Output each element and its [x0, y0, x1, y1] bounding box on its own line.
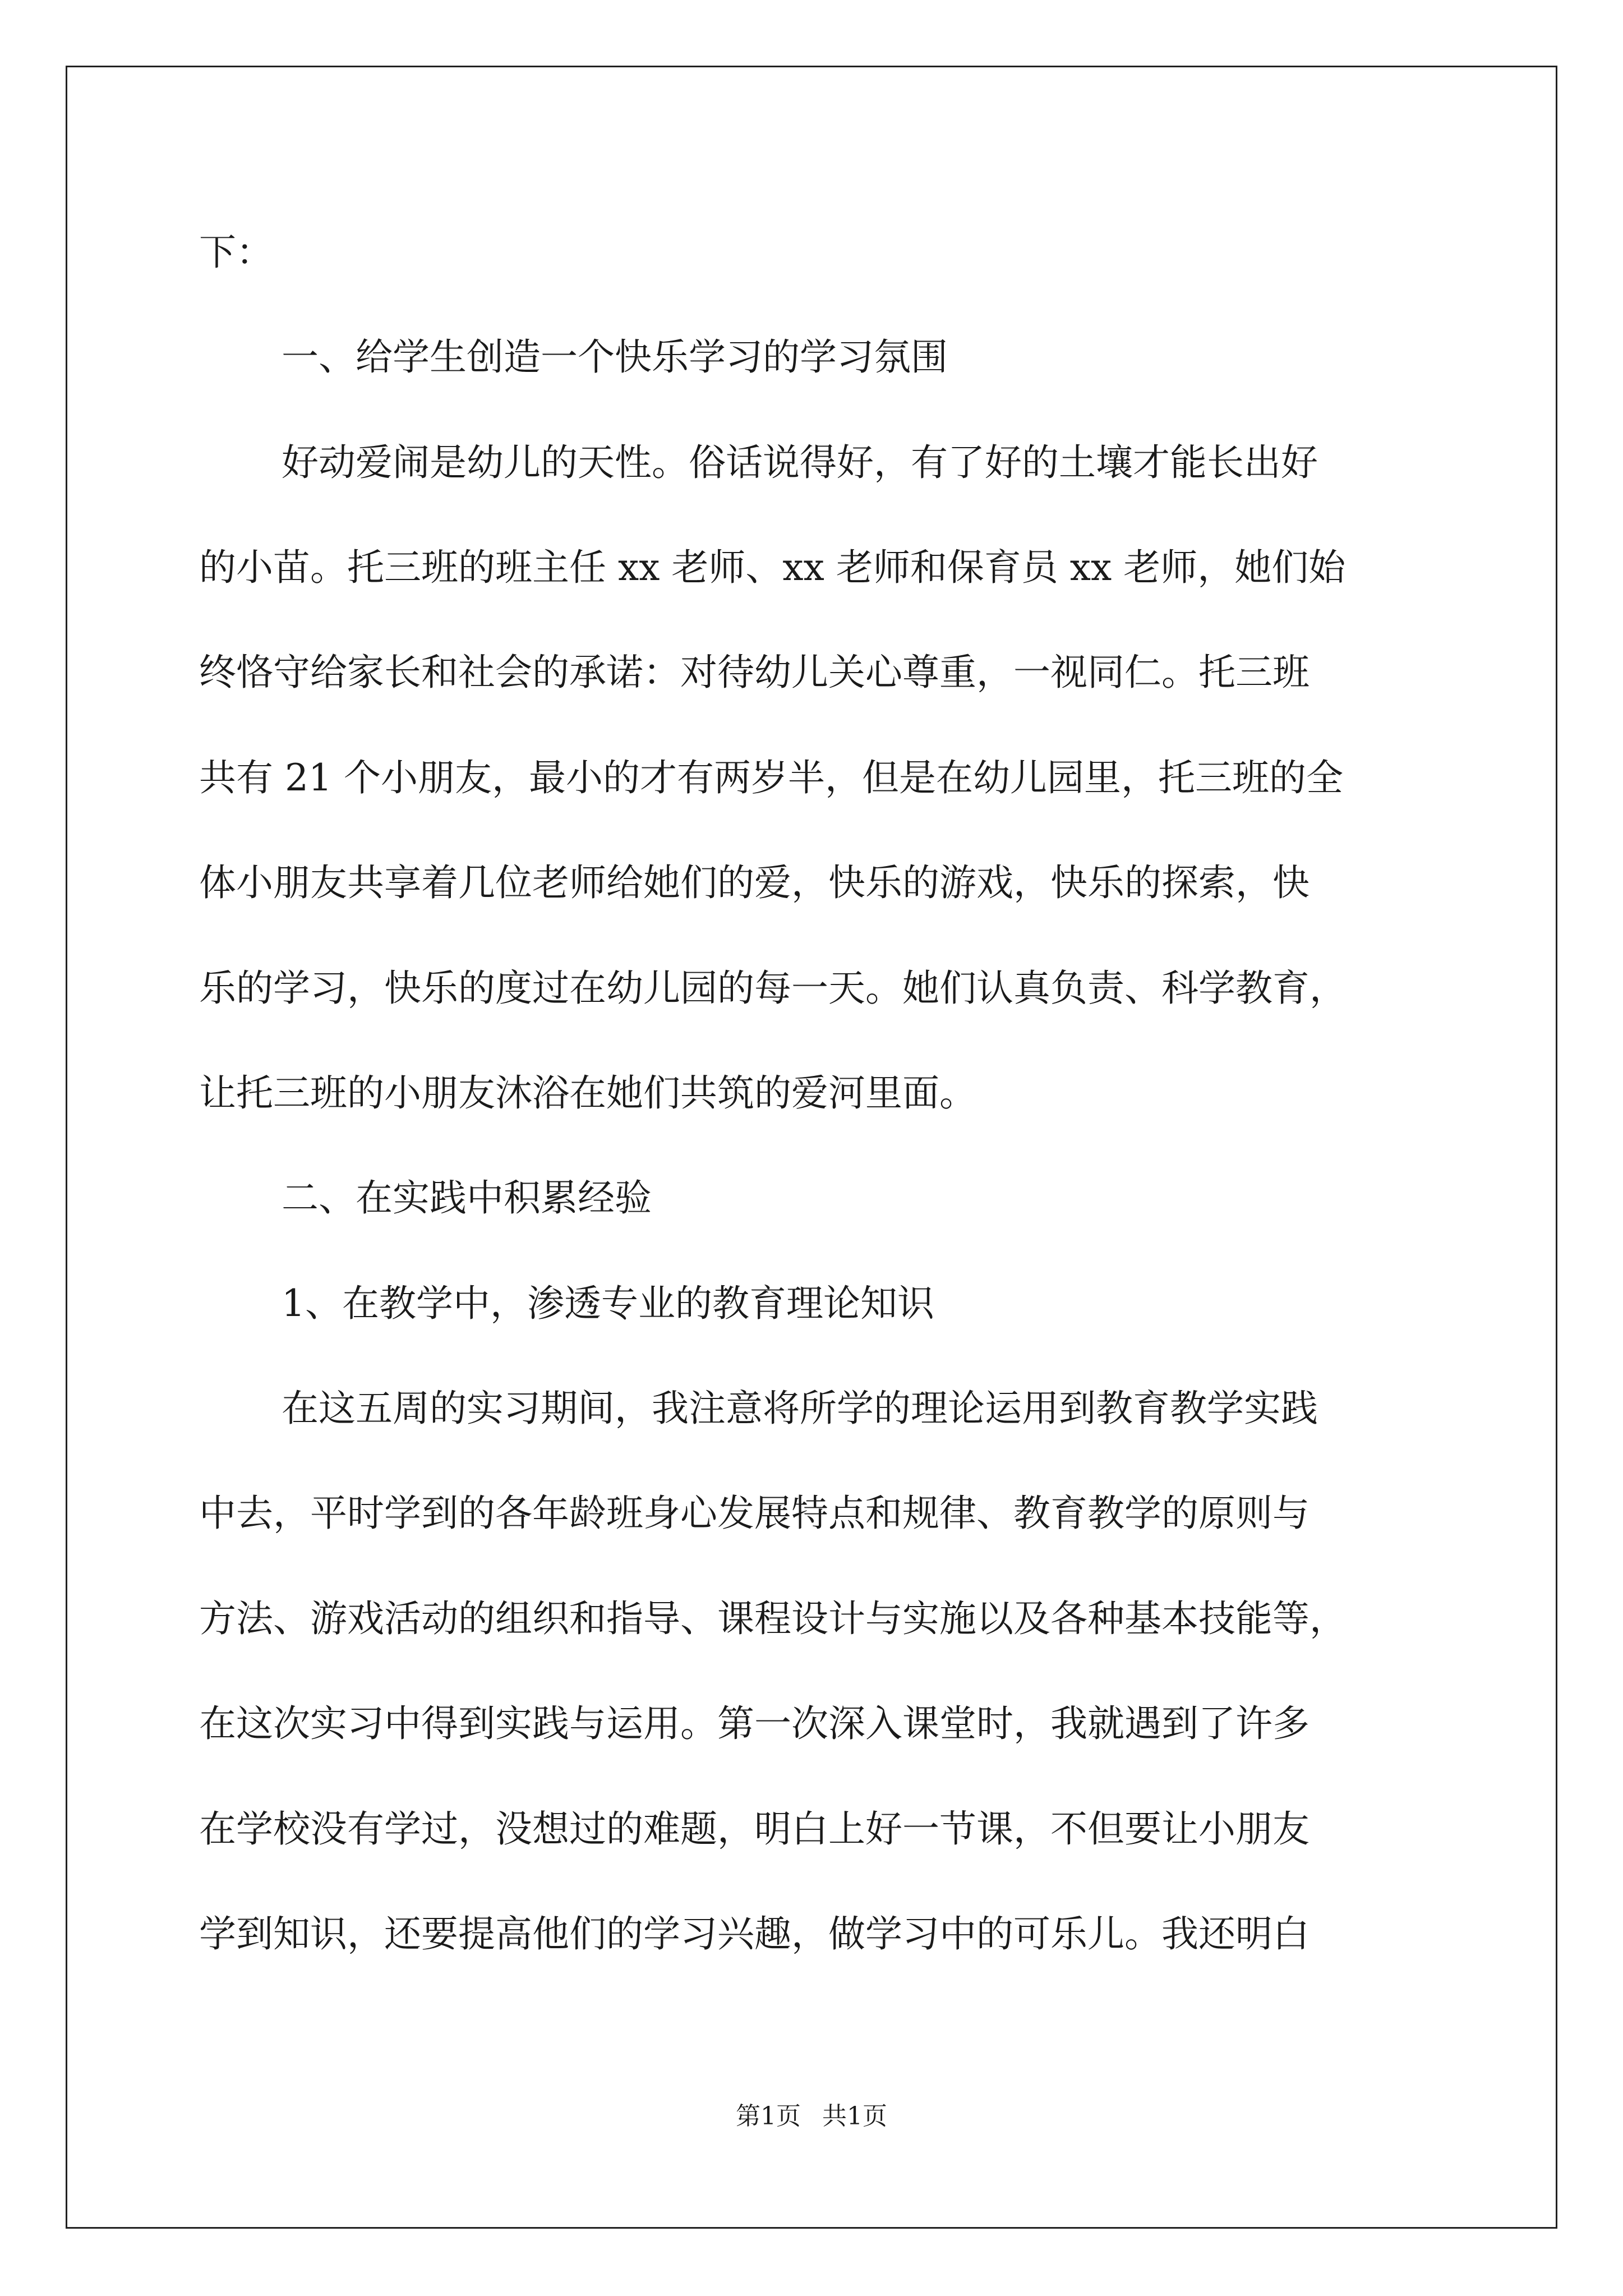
paragraph-line: 在这五周的实习期间，我注意将所学的理论运用到教育教学实践 [282, 1387, 1318, 1430]
page-border [66, 66, 1557, 2229]
page-number: 第1页 [736, 2102, 801, 2131]
page-footer [0, 2101, 1623, 2132]
paragraph-line: 学到知识，还要提高他们的学习兴趣，做学习中的可乐儿。我还明白 [199, 1912, 1310, 1955]
paragraph-line: 体小朋友共享着几位老师给她们的爱，快乐的游戏，快乐的探索，快 [199, 861, 1310, 904]
paragraph-line: 让托三班的小朋友沐浴在她们共筑的爱河里面。 [199, 1071, 976, 1115]
paragraph-line: 好动爱闹是幼儿的天性。俗话说得好，有了好的土壤才能长出好 [282, 441, 1318, 484]
paragraph-line: 中去，平时学到的各年龄班身心发展特点和规律、教育教学的原则与 [199, 1492, 1310, 1535]
paragraph-line: 终恪守给家长和社会的承诺：对待幼儿关心尊重，一视同仁。托三班 [199, 651, 1310, 694]
section-heading: 一、给学生创造一个快乐学习的学习氛围 [282, 335, 948, 379]
page-total: 共1页 [822, 2102, 887, 2131]
paragraph-line: 方法、游戏活动的组织和指导、课程设计与实施以及各种基本技能等， [199, 1597, 1347, 1640]
subsection-heading: 1、在教学中，渗透专业的教育理论知识 [282, 1282, 934, 1325]
text-line: 下： [199, 231, 273, 274]
paragraph-line: 乐的学习，快乐的度过在幼儿园的每一天。她们认真负责、科学教育， [199, 967, 1347, 1010]
section-heading: 二、在实践中积累经验 [282, 1176, 652, 1220]
paragraph-line: 在学校没有学过，没想过的难题，明白上好一节课，不但要让小朋友 [199, 1807, 1310, 1851]
paragraph-line: 在这次实习中得到实践与运用。第一次深入课堂时，我就遇到了许多 [199, 1702, 1310, 1745]
paragraph-line: 共有 21 个小朋友，最小的才有两岁半，但是在幼儿园里，托三班的全 [199, 756, 1343, 799]
paragraph-line: 的小苗。托三班的班主任 xx 老师、xx 老师和保育员 xx 老师，她们始 [199, 546, 1346, 589]
